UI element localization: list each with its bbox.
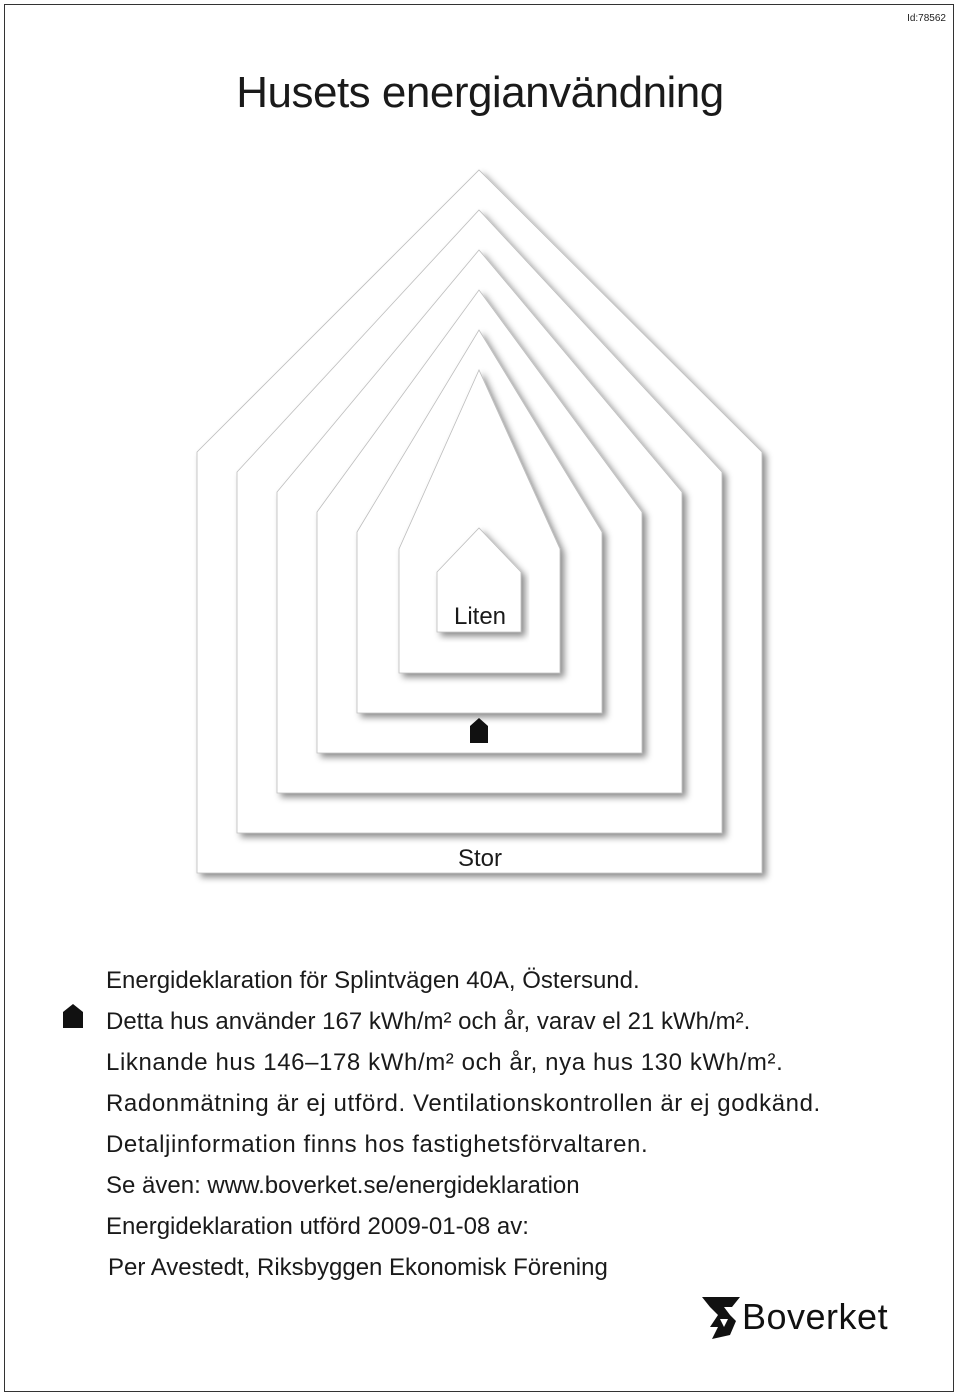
scale-label-small: Liten [453,603,507,630]
info-line-usage: Detta hus använder 167 kWh/m² och år, varav el 21 kWh/m². [106,1008,751,1035]
scale-label-large: Stor [457,845,502,872]
boverket-logo-text: Boverket [742,1296,889,1337]
info-line-radon-ventilation: Radonmätning är ej utförd. Ventilationskontrollen är ej godkänd. [106,1090,821,1117]
info-line-details: Detaljinformation finns hos fastighetsförvaltaren. [106,1131,649,1158]
info-line-address: Energideklaration för Splintvägen 40A, Östersund. [106,967,640,994]
info-line-inspector: Per Avestedt, Riksbyggen Ekonomisk Förening [108,1254,608,1281]
page-title: Husets energianvändning [236,68,724,117]
info-line-comparison: Liknande hus 146–178 kWh/m² och år, nya hus 130 kWh/m². [106,1049,784,1076]
energy-info [106,960,906,1288]
info-line-date: Energideklaration utförd 2009-01-08 av: [106,1213,529,1240]
info-line-website: Se även: www.boverket.se/energideklaration [106,1172,580,1199]
document-id: Id:78562 [907,13,946,24]
house-marker-icon [62,1003,84,1029]
